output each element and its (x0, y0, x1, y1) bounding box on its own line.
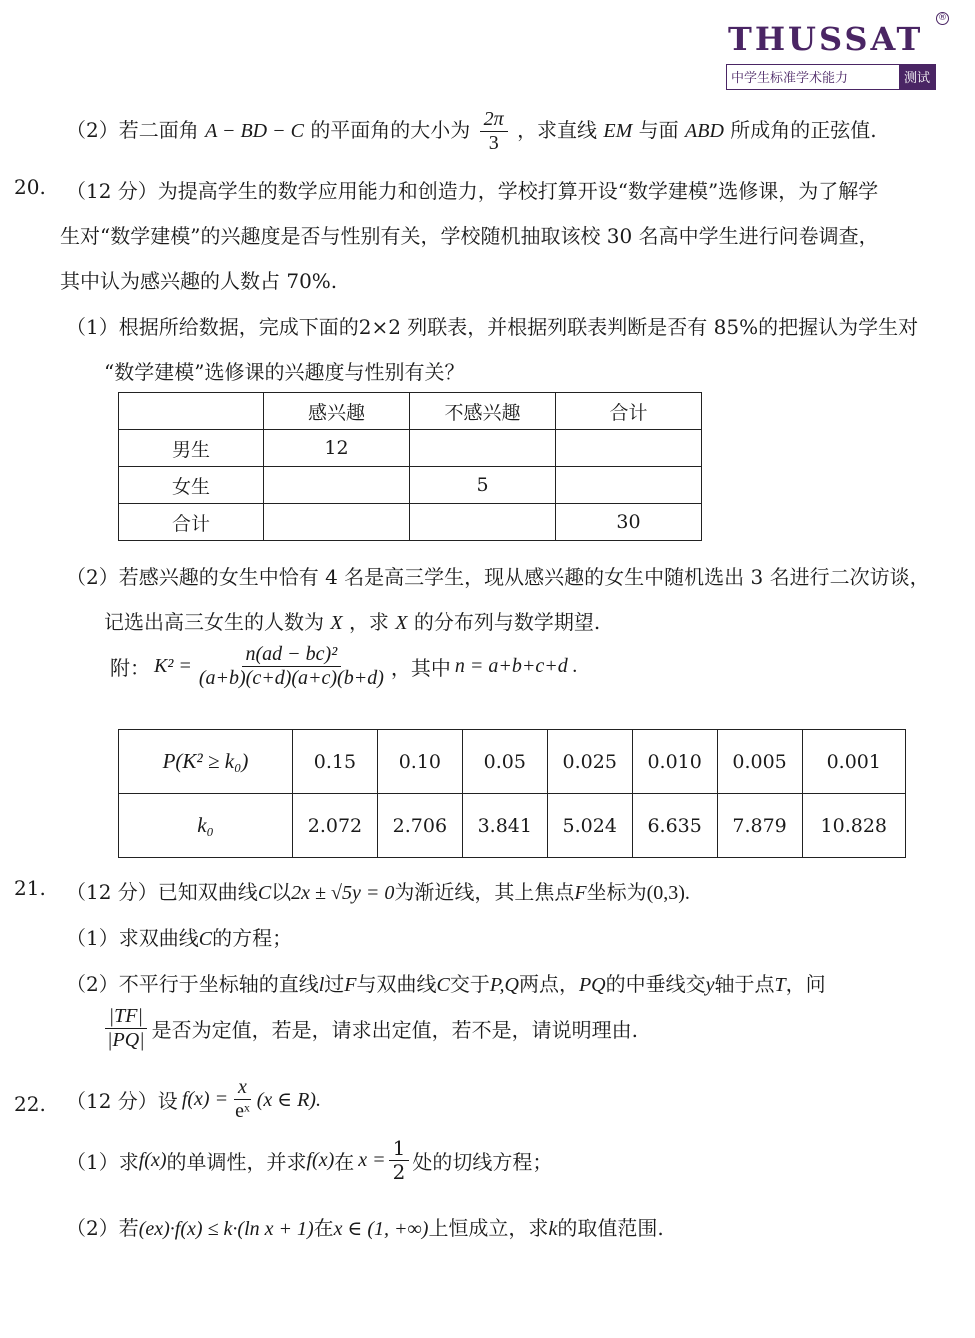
q20-line3: 其中认为感兴趣的人数占 70%. (60, 269, 338, 293)
logo-sub-tag: 测试 (899, 65, 935, 89)
table-row (119, 430, 702, 467)
table-cell: 0.001 (802, 730, 905, 794)
table-row (119, 467, 702, 504)
q20-part1-line2: “数学建模”选修课的兴趣度与性别有关？ (104, 360, 465, 384)
table-cell: 12 (263, 430, 409, 467)
angle-fraction: $\frac{2\pi}{3}$ (480, 108, 508, 155)
q20-number: 20. (14, 175, 46, 199)
table-cell (263, 467, 409, 504)
q22-number: 22. (14, 1092, 46, 1116)
q20-part2-line1: （2）若感兴趣的女生中恰有 4 名是高三学生，现从感兴趣的女生中随机选出 3 名进行二次访谈， (66, 565, 930, 589)
q21-part1: （1）求双曲线C的方程； (66, 926, 293, 950)
table-cell: 0.15 (293, 730, 378, 794)
table-cell: 0.05 (462, 730, 547, 794)
q20-line2: 生对“数学建模”的兴趣度是否与性别有关，学校随机抽取该校 30 名高中学生进行问卷调查， (60, 224, 879, 248)
table-cell (410, 504, 556, 541)
chi-square-fraction: $\frac{\text{n(ad − bc)²}}{(a+b)(c+d)(a+c)(b+d)}$ (198, 643, 384, 689)
table-cell (555, 430, 701, 467)
table-cell: 2.072 (293, 794, 378, 858)
table-cell (555, 467, 701, 504)
table-cell: 7.879 (717, 794, 802, 858)
logo-sub-text: 中学生标准学术能力 (731, 71, 849, 86)
table-cell (410, 430, 556, 467)
table-cell: 30 (555, 504, 701, 541)
table-cell: 5 (410, 467, 556, 504)
table-header-cell: 不感兴趣 (410, 393, 556, 430)
table-cell: 3.841 (462, 794, 547, 858)
table-cell: k₀ (119, 794, 293, 858)
table-cell: 0.005 (717, 730, 802, 794)
critical-value-table (118, 729, 906, 858)
table-cell: 合计 (119, 504, 264, 541)
table-cell: 0.10 (377, 730, 462, 794)
table-cell: P(K² ≥ k₀) (119, 730, 293, 794)
q22-part2: （2）若(ex)·f(x) ≤ k·(ln x + 1)在x ∈ (1, +∞)上恒成立，求k的取值范围. (66, 1216, 664, 1240)
dihedral-angle-expr: A − BD − C (205, 120, 304, 142)
logo-subtitle (726, 64, 936, 90)
inequality-expr: (ex)·f(x) ≤ k·(ln x + 1) (138, 1218, 314, 1240)
appendix-formula: 附： K² = $\frac{\text{n(ad − bc)²}}{(a+b)(c+d)(a+c)(b+d)}$ ，其中 n = a+b+c+d . (110, 643, 578, 689)
q20-part1-line1: （1）根据所给数据，完成下面的2×2 列联表，并根据列联表判断是否有 85%的把握认为学生对 (66, 315, 919, 339)
table-cell (263, 504, 409, 541)
table-cell: 6.635 (632, 794, 717, 858)
function-fraction: $\frac{x}{\text{eˣ}}$ (235, 1076, 250, 1122)
table-header-cell: 合计 (555, 393, 701, 430)
q20-line1: （12 分）为提高学生的数学应用能力和创造力，学校打算开设“数学建模”选修课，为了解学 (66, 179, 879, 203)
table-cell: 0.010 (632, 730, 717, 794)
q21-line1: （12 分）已知双曲线C以2x ± √5y = 0为渐近线，其上焦点F坐标为(0,3). (66, 880, 690, 904)
table-cell: 0.025 (547, 730, 632, 794)
table-header-row (119, 393, 702, 430)
table-row (119, 794, 906, 858)
half-fraction: $\frac{1}{2}$ (389, 1137, 410, 1184)
q21-part2-line1: （2）不平行于坐标轴的直线l过F与双曲线C交于P,Q两点，PQ的中垂线交y轴于点T，问 (66, 972, 826, 996)
table-header-cell (119, 393, 264, 430)
q21-part2-line2: $\frac{|TF|}{|PQ|}$ 是否为定值，若是，请求出定值，若不是，请说明理由. (100, 1005, 638, 1052)
ratio-fraction: $\frac{|TF|}{|PQ|}$ (103, 1005, 149, 1052)
table-row (119, 504, 702, 541)
contingency-table (118, 392, 702, 541)
logo-brand: THUSSAT (728, 20, 924, 58)
table-cell: 男生 (119, 430, 264, 467)
q21-number: 21. (14, 876, 46, 900)
trademark-icon: ® (938, 13, 947, 23)
table-cell: 2.706 (377, 794, 462, 858)
q19-part2: （2）若二面角 A − BD − C 的平面角的大小为 $\frac{2\pi}{3}$ ，求直线 EM 与面 ABD 所成角的正弦值. (66, 108, 877, 154)
table-cell: 5.024 (547, 794, 632, 858)
table-row (119, 730, 906, 794)
asymptote-expr: 2x ± √5y = 0 (291, 882, 395, 904)
table-cell: 10.828 (802, 794, 905, 858)
thussat-logo (722, 13, 947, 90)
q22-part1: （1）求 f(x) 的单调性，并求 f(x) 在 x = $\frac{1}{2}$ 处的切线方程； (66, 1136, 553, 1184)
table-cell: 女生 (119, 467, 264, 504)
q22-line1: （12 分）设 f(x) = $\frac{x}{\text{eˣ}}$ (x ∈ R). (66, 1076, 321, 1122)
q20-part2-line2: 记选出高三女生的人数为 X ，求 X 的分布列与数学期望. (104, 610, 601, 634)
table-header-cell: 感兴趣 (263, 393, 409, 430)
